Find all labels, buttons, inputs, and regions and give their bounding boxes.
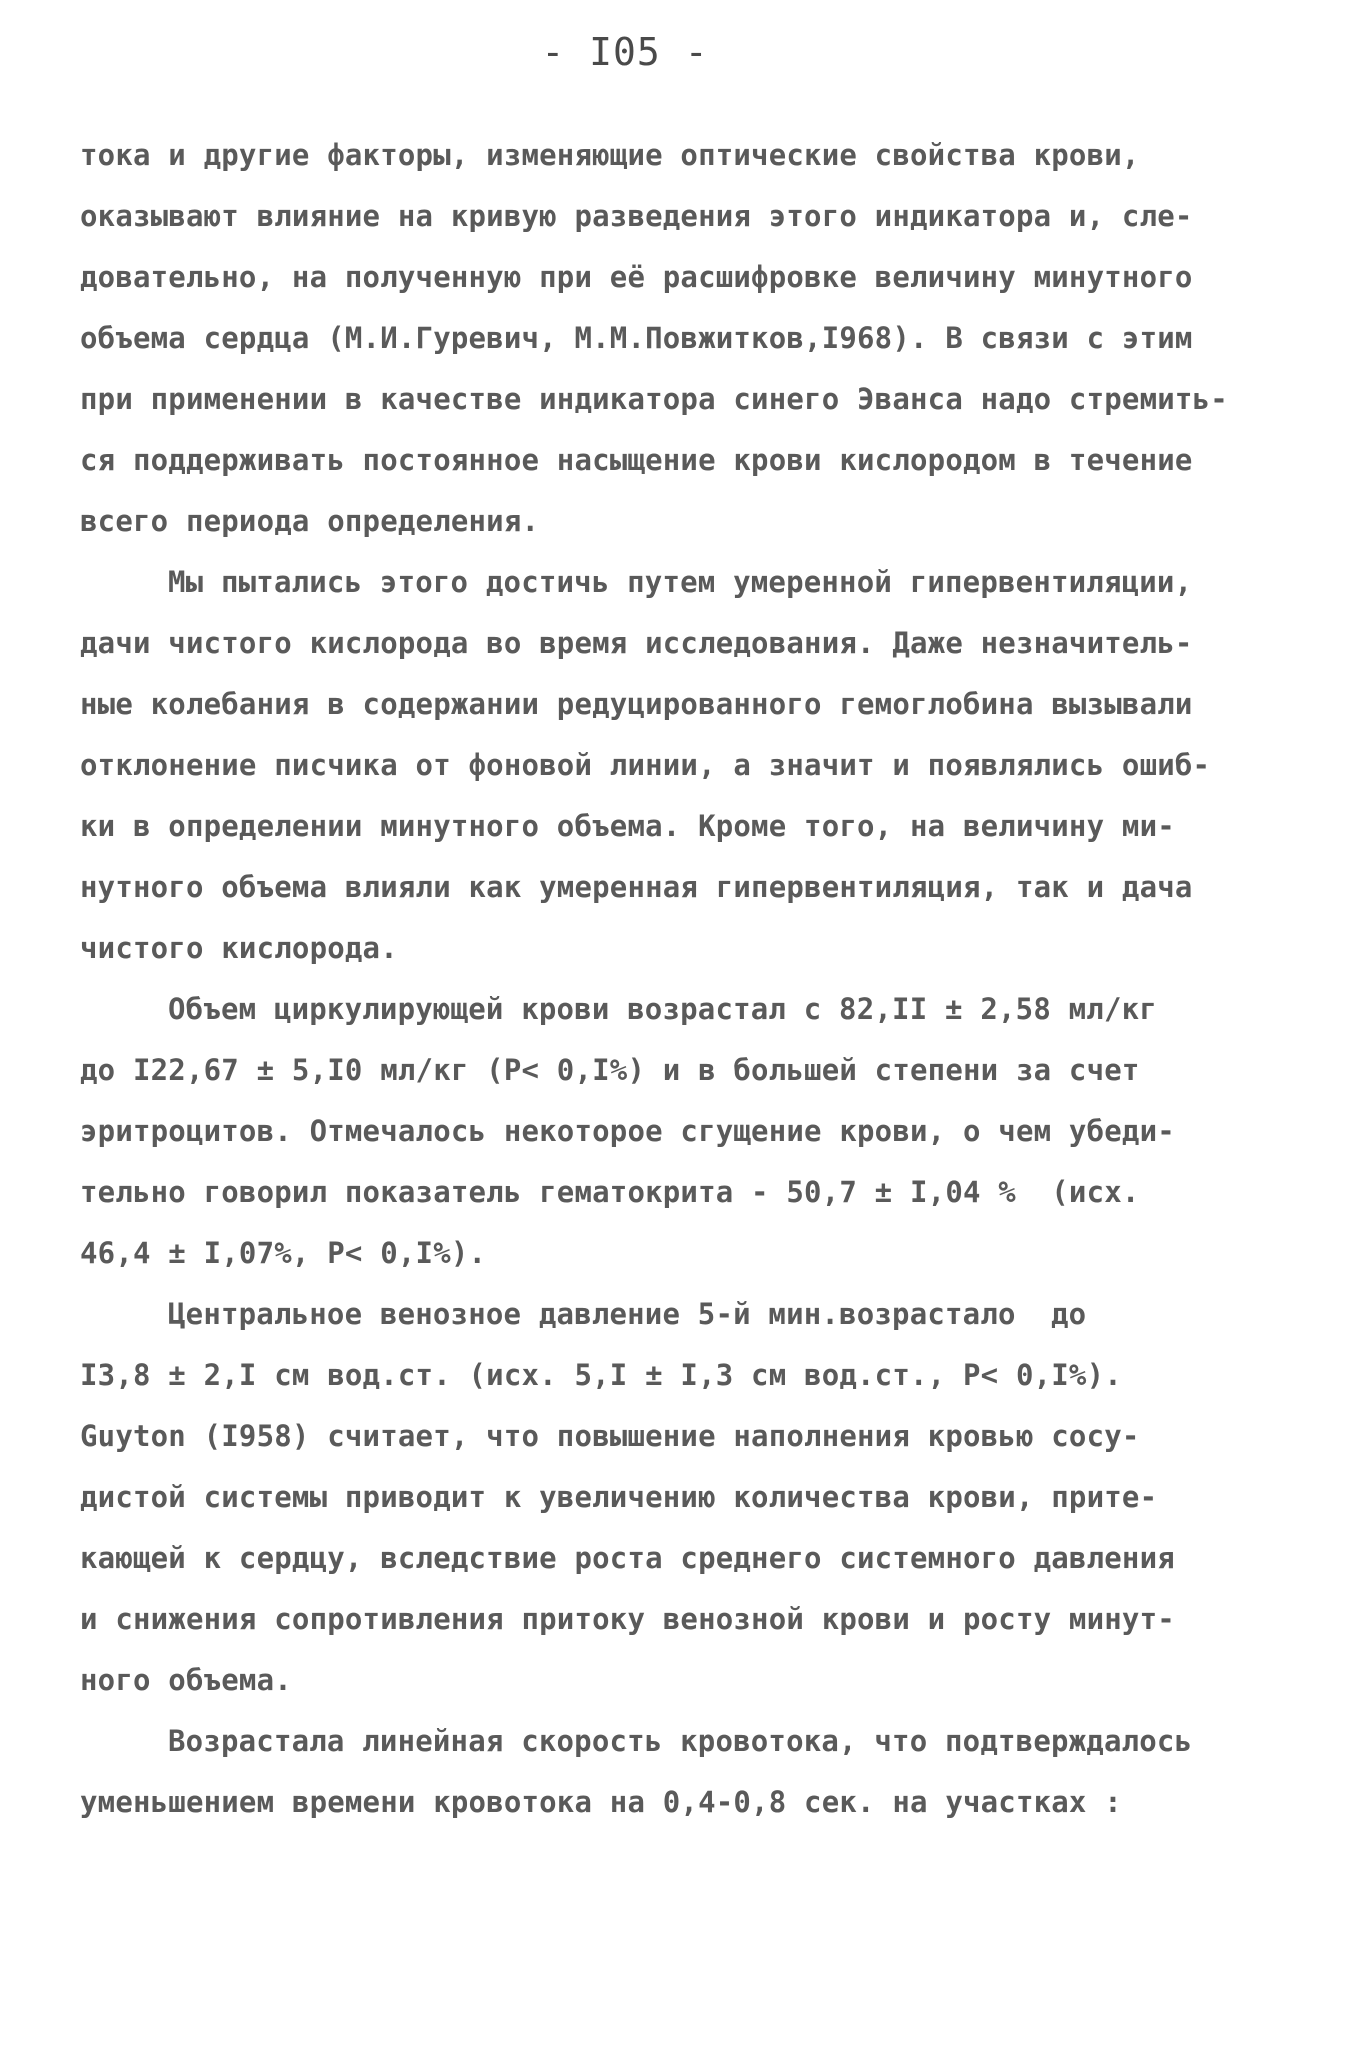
text-line: при применении в качестве индикатора синего Эванса надо стремить- [80,382,1228,416]
text-line: уменьшением времени кровотока на 0,4-0,8 сек. на участках : [80,1785,1122,1819]
text-line: отклонение писчика от фоновой линии, а значит и появлялись ошиб- [80,748,1211,782]
paragraph-start-line: Возрастала линейная скорость кровотока, что подтверждалось [168,1724,1193,1758]
text-line: нутного объема влияли как умеренная гипервентиляция, так и дача [80,870,1193,904]
text-line: объема сердца (М.И.Гуревич, М.М.Повжитков,I968). В связи с этим [80,321,1193,355]
text-line: и снижения сопротивления притоку венозной крови и росту минут- [80,1602,1175,1636]
text-line: оказывают влияние на кривую разведения этого индикатора и, сле- [80,199,1193,233]
page-number: - I05 - [541,30,709,74]
text-line: до I22,67 ± 5,I0 мл/кг (Р< 0,I%) и в большей степени за счет [80,1053,1140,1087]
body-text [80,125,1280,1833]
text-line: кающей к сердцу, вследствие роста среднего системного давления [80,1541,1175,1575]
text-line: чистого кислорода. [80,931,398,965]
text-line: всего периода определения. [80,504,540,538]
text-line: 46,4 ± I,07%, Р< 0,I%). [80,1236,487,1270]
text-line: дистой системы приводит к увеличению количества крови, прите- [80,1480,1158,1514]
text-line: ные колебания в содержании редуцированного гемоглобина вызывали [80,687,1193,721]
text-line: тельно говорил показатель гематокрита - 50,7 ± I,04 % (исх. [80,1175,1140,1209]
text-line: эритроцитов. Отмечалось некоторое сгущение крови, о чем убеди- [80,1114,1175,1148]
text-line: I3,8 ± 2,I см вод.ст. (исх. 5,I ± I,3 см вод.ст., Р< 0,I%). [80,1358,1122,1392]
paragraph-start-line: Мы пытались этого достичь путем умеренной гипервентиляции, [168,565,1193,599]
text-line: ся поддерживать постоянное насыщение крови кислородом в течение [80,443,1193,477]
text-line: дачи чистого кислорода во время исследования. Даже незначитель- [80,626,1193,660]
text-line: ки в определении минутного объема. Кроме того, на величину ми- [80,809,1175,843]
text-line: Guyton (I958) считает, что повышение наполнения кровью сосу- [80,1419,1140,1453]
paragraph-start-line: Объем циркулирующей крови возрастал с 82,II ± 2,58 мл/кг [168,992,1157,1026]
text-line: ного объема. [80,1663,292,1697]
paragraph-start-line: Центральное венозное давление 5-й мин.возрастало до [168,1297,1087,1331]
text-line: тока и другие факторы, изменяющие оптические свойства крови, [80,138,1140,172]
text-line: довательно, на полученную при её расшифровке величину минутного [80,260,1193,294]
